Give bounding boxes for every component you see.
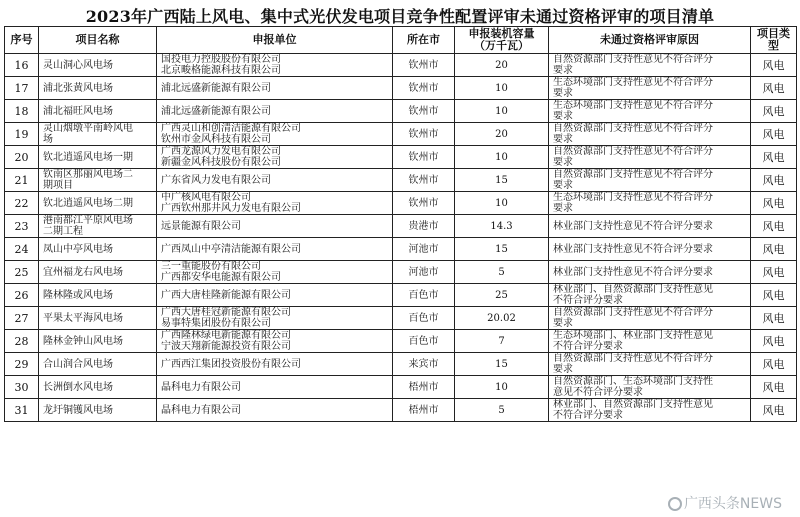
cell-city: 钦州市 xyxy=(393,100,455,123)
cell-applicant xyxy=(157,238,393,261)
cell-reason xyxy=(549,215,751,238)
cell-reason-line: 自然资源部门支持性意见不符合评分 xyxy=(553,123,713,134)
cell-reason-line: 自然资源部门、生态环境部门支持性 xyxy=(553,376,713,387)
cell-reason xyxy=(549,192,751,215)
cell-reason xyxy=(549,146,751,169)
cell-reason xyxy=(549,353,751,376)
cell-reason xyxy=(549,77,751,100)
watermark-text: 广西头条NEWS xyxy=(683,496,782,512)
cell-city: 梧州市 xyxy=(393,399,455,422)
cell-applicant xyxy=(157,169,393,192)
cell-reason-line: 林业部门支持性意见不符合评分要求 xyxy=(553,266,713,278)
cell-city: 钦州市 xyxy=(393,123,455,146)
cell-project-name-line: 隆林金钟山风电场 xyxy=(43,335,123,347)
cell-type: 风电 xyxy=(751,77,797,100)
cell-applicant-line: 浦北远盛新能源有限公司 xyxy=(161,105,271,117)
cell-applicant-line: 广西西江集团投资股份有限公司 xyxy=(161,358,301,370)
cell-project-name xyxy=(39,284,157,307)
cell-seq: 31 xyxy=(5,399,39,422)
cell-capacity: 5 xyxy=(455,399,549,422)
cell-applicant xyxy=(157,123,393,146)
cell-reason-line: 要求 xyxy=(553,65,573,76)
cell-reason xyxy=(549,399,751,422)
cell-city: 钦州市 xyxy=(393,146,455,169)
cell-capacity: 20 xyxy=(455,54,549,77)
table-row xyxy=(5,376,797,399)
cell-applicant-line: 广西大唐桂冠新能源有限公司 xyxy=(161,307,291,318)
cell-reason-line: 林业部门、自然资源部门支持性意见 xyxy=(553,284,713,295)
table-row xyxy=(5,169,797,192)
cell-reason-line: 林业部门支持性意见不符合评分要求 xyxy=(553,220,713,232)
cell-project-name-line: 钦南区那丽风电场二 xyxy=(43,169,133,180)
header-name: 项目名称 xyxy=(39,27,157,54)
table-row xyxy=(5,330,797,353)
cell-type: 风电 xyxy=(751,284,797,307)
cell-project-name xyxy=(39,353,157,376)
cell-capacity: 20.02 xyxy=(455,307,549,330)
cell-project-name xyxy=(39,169,157,192)
table-body xyxy=(5,54,797,422)
cell-project-name xyxy=(39,307,157,330)
cell-seq: 20 xyxy=(5,146,39,169)
cell-applicant xyxy=(157,284,393,307)
table-row xyxy=(5,399,797,422)
cell-type: 风电 xyxy=(751,238,797,261)
cell-reason-line: 生态环境部门支持性意见不符合评分 xyxy=(553,77,713,88)
header-unit: 申报单位 xyxy=(157,27,393,54)
header-reason: 未通过资格评审原因 xyxy=(549,27,751,54)
table-row xyxy=(5,54,797,77)
cell-type: 风电 xyxy=(751,54,797,77)
cell-type: 风电 xyxy=(751,376,797,399)
cell-reason xyxy=(549,330,751,353)
cell-applicant-line: 广西凤山中亭清洁能源有限公司 xyxy=(161,243,301,255)
cell-applicant-line: 北京畯格能源科技有限公司 xyxy=(161,65,281,76)
cell-reason-line: 生态环境部门支持性意见不符合评分 xyxy=(553,192,713,203)
table-row xyxy=(5,284,797,307)
cell-applicant-line: 广西隆林绿电新能源有限公司 xyxy=(161,330,291,341)
cell-reason-line: 要求 xyxy=(553,318,573,329)
cell-capacity: 10 xyxy=(455,77,549,100)
cell-project-name-line: 浦北福旺风电场 xyxy=(43,105,113,117)
cell-project-name-line: 钦北逍遥风电场一期 xyxy=(43,151,133,163)
cell-type: 风电 xyxy=(751,192,797,215)
cell-seq: 17 xyxy=(5,77,39,100)
cell-applicant xyxy=(157,307,393,330)
cell-capacity: 25 xyxy=(455,284,549,307)
cell-applicant-line: 广西钦州那井风力发电有限公司 xyxy=(161,203,301,214)
cell-reason-line: 不符合评分要求 xyxy=(553,295,623,306)
cell-applicant xyxy=(157,192,393,215)
project-table xyxy=(4,26,797,422)
cell-reason-line: 林业部门支持性意见不符合评分要求 xyxy=(553,243,713,255)
cell-applicant-line: 国投电力控股股份有限公司 xyxy=(161,54,281,65)
cell-project-name-line: 长洲倒水风电场 xyxy=(43,381,113,393)
cell-capacity: 7 xyxy=(455,330,549,353)
cell-project-name-line: 灵山洞心风电场 xyxy=(43,59,113,71)
cell-applicant-line: 广西都安华电能源有限公司 xyxy=(161,272,281,283)
cell-project-name-line: 场 xyxy=(43,134,53,145)
table-row xyxy=(5,123,797,146)
cell-applicant xyxy=(157,54,393,77)
cell-applicant-line: 广西龙源风力发电有限公司 xyxy=(161,146,281,157)
cell-reason-line: 要求 xyxy=(553,111,573,122)
cell-capacity: 15 xyxy=(455,353,549,376)
cell-reason xyxy=(549,307,751,330)
cell-reason-line: 要求 xyxy=(553,364,573,375)
cell-applicant-line: 宁波天翔新能源投资有限公司 xyxy=(161,341,291,352)
table-row xyxy=(5,100,797,123)
cell-reason-line: 生态环境部门、林业部门支持性意见 xyxy=(553,330,713,341)
table-row xyxy=(5,238,797,261)
cell-capacity: 15 xyxy=(455,238,549,261)
cell-reason-line: 要求 xyxy=(553,180,573,191)
cell-reason xyxy=(549,376,751,399)
cell-applicant xyxy=(157,77,393,100)
cell-seq: 19 xyxy=(5,123,39,146)
cell-capacity: 10 xyxy=(455,146,549,169)
cell-city: 百色市 xyxy=(393,284,455,307)
table-row xyxy=(5,353,797,376)
cell-project-name-line: 灵山烟墩平南岭风电 xyxy=(43,123,133,134)
cell-reason xyxy=(549,169,751,192)
cell-reason-line: 自然资源部门支持性意见不符合评分 xyxy=(553,169,713,180)
cell-city: 贵港市 xyxy=(393,215,455,238)
cell-project-name-line: 龙圩铜镬风电场 xyxy=(43,404,113,416)
cell-reason-line: 自然资源部门支持性意见不符合评分 xyxy=(553,146,713,157)
cell-reason-line: 要求 xyxy=(553,88,573,99)
cell-applicant xyxy=(157,399,393,422)
cell-applicant-line: 广东省风力发电有限公司 xyxy=(161,174,271,186)
cell-city: 钦州市 xyxy=(393,192,455,215)
cell-applicant-line: 广西灵山和创清洁能源有限公司 xyxy=(161,123,301,134)
cell-capacity: 10 xyxy=(455,100,549,123)
cell-project-name-line: 合山润合风电场 xyxy=(43,358,113,370)
cell-seq: 21 xyxy=(5,169,39,192)
cell-reason xyxy=(549,54,751,77)
cell-type: 风电 xyxy=(751,353,797,376)
cell-city: 钦州市 xyxy=(393,54,455,77)
header-city: 所在市 xyxy=(393,27,455,54)
cell-applicant xyxy=(157,353,393,376)
cell-seq: 29 xyxy=(5,353,39,376)
cell-capacity: 20 xyxy=(455,123,549,146)
cell-reason-line: 自然资源部门支持性意见不符合评分 xyxy=(553,353,713,364)
cell-type: 风电 xyxy=(751,261,797,284)
cell-seq: 24 xyxy=(5,238,39,261)
cell-project-name-line: 宜州福龙右风电场 xyxy=(43,266,123,278)
cell-project-name xyxy=(39,330,157,353)
cell-project-name xyxy=(39,77,157,100)
cell-project-name xyxy=(39,215,157,238)
table-row xyxy=(5,307,797,330)
cell-applicant-line: 三一重能股份有限公司 xyxy=(161,261,261,272)
page-title: 2023年广西陆上风电、集中式光伏发电项目竞争性配置评审未通过资格评审的项目清单 xyxy=(85,7,715,26)
table-header-row xyxy=(5,27,797,54)
table-row xyxy=(5,77,797,100)
cell-reason-line: 不符合评分要求 xyxy=(553,341,623,352)
cell-city: 梧州市 xyxy=(393,376,455,399)
cell-seq: 30 xyxy=(5,376,39,399)
cell-project-name xyxy=(39,261,157,284)
cell-project-name-line: 期项目 xyxy=(43,180,73,191)
cell-reason-line: 要求 xyxy=(553,157,573,168)
table-row xyxy=(5,146,797,169)
cell-applicant xyxy=(157,146,393,169)
cell-project-name-line: 港南都江平原风电场 xyxy=(43,215,133,226)
cell-city: 河池市 xyxy=(393,261,455,284)
cell-applicant-line: 易事特集团股份有限公司 xyxy=(161,318,271,329)
cell-applicant-line: 广西大唐桂隆新能源有限公司 xyxy=(161,289,291,301)
cell-type: 风电 xyxy=(751,123,797,146)
header-seq: 序号 xyxy=(5,27,39,54)
cell-reason xyxy=(549,238,751,261)
cell-project-name xyxy=(39,376,157,399)
cell-type: 风电 xyxy=(751,307,797,330)
watermark xyxy=(668,493,782,513)
cell-seq: 25 xyxy=(5,261,39,284)
cell-reason-line: 自然资源部门支持性意见不符合评分 xyxy=(553,307,713,318)
cell-city: 来宾市 xyxy=(393,353,455,376)
cell-seq: 27 xyxy=(5,307,39,330)
cell-applicant xyxy=(157,215,393,238)
cell-city: 钦州市 xyxy=(393,169,455,192)
cell-reason-line: 不符合评分要求 xyxy=(553,410,623,421)
cell-applicant-line: 新疆金风科技股份有限公司 xyxy=(161,157,281,168)
cell-applicant-line: 中广核风电有限公司 xyxy=(161,192,251,203)
cell-reason-line: 要求 xyxy=(553,134,573,145)
cell-capacity: 5 xyxy=(455,261,549,284)
cell-seq: 26 xyxy=(5,284,39,307)
cell-capacity: 15 xyxy=(455,169,549,192)
cell-project-name xyxy=(39,399,157,422)
cell-project-name xyxy=(39,146,157,169)
cell-type: 风电 xyxy=(751,215,797,238)
cell-project-name xyxy=(39,100,157,123)
cell-reason-line: 要求 xyxy=(553,203,573,214)
cell-project-name xyxy=(39,238,157,261)
cell-applicant-line: 远景能源有限公司 xyxy=(161,220,241,232)
header-capacity: 申报装机容量（万千瓦） xyxy=(455,27,549,54)
cell-applicant xyxy=(157,100,393,123)
cell-reason xyxy=(549,284,751,307)
cell-project-name xyxy=(39,192,157,215)
cell-project-name-line: 钦北逍遥风电场二期 xyxy=(43,197,133,209)
cell-type: 风电 xyxy=(751,169,797,192)
cell-applicant xyxy=(157,261,393,284)
watermark-logo-icon xyxy=(668,497,682,511)
cell-seq: 18 xyxy=(5,100,39,123)
cell-capacity: 14.3 xyxy=(455,215,549,238)
cell-project-name xyxy=(39,54,157,77)
cell-applicant-line: 钦州市金风科技有限公司 xyxy=(161,134,271,145)
cell-project-name-line: 凤山中亭风电场 xyxy=(43,243,113,255)
table-row xyxy=(5,192,797,215)
cell-applicant-line: 浦北远盛新能源有限公司 xyxy=(161,82,271,94)
cell-reason-line: 自然资源部门支持性意见不符合评分 xyxy=(553,54,713,65)
cell-city: 钦州市 xyxy=(393,77,455,100)
cell-applicant xyxy=(157,330,393,353)
cell-city: 百色市 xyxy=(393,330,455,353)
cell-seq: 16 xyxy=(5,54,39,77)
cell-applicant-line: 晶科电力有限公司 xyxy=(161,381,241,393)
cell-project-name xyxy=(39,123,157,146)
header-type: 项目类型 xyxy=(751,27,797,54)
cell-capacity: 10 xyxy=(455,376,549,399)
cell-capacity: 10 xyxy=(455,192,549,215)
cell-project-name-line: 二期工程 xyxy=(43,226,83,237)
cell-seq: 28 xyxy=(5,330,39,353)
cell-applicant xyxy=(157,376,393,399)
cell-reason-line: 林业部门、自然资源部门支持性意见 xyxy=(553,399,713,410)
cell-type: 风电 xyxy=(751,399,797,422)
cell-reason-line: 意见不符合评分要求 xyxy=(553,387,643,398)
cell-type: 风电 xyxy=(751,100,797,123)
cell-reason-line: 生态环境部门支持性意见不符合评分 xyxy=(553,100,713,111)
cell-reason xyxy=(549,261,751,284)
table-row xyxy=(5,215,797,238)
cell-city: 河池市 xyxy=(393,238,455,261)
cell-project-name-line: 平果太平海风电场 xyxy=(43,312,123,324)
cell-seq: 22 xyxy=(5,192,39,215)
cell-type: 风电 xyxy=(751,330,797,353)
cell-type: 风电 xyxy=(751,146,797,169)
cell-project-name-line: 隆林隆或风电场 xyxy=(43,289,113,301)
cell-reason xyxy=(549,100,751,123)
cell-city: 百色市 xyxy=(393,307,455,330)
cell-project-name-line: 浦北张黄风电场 xyxy=(43,82,113,94)
table-row xyxy=(5,261,797,284)
cell-applicant-line: 晶科电力有限公司 xyxy=(161,404,241,416)
cell-seq: 23 xyxy=(5,215,39,238)
cell-reason xyxy=(549,123,751,146)
